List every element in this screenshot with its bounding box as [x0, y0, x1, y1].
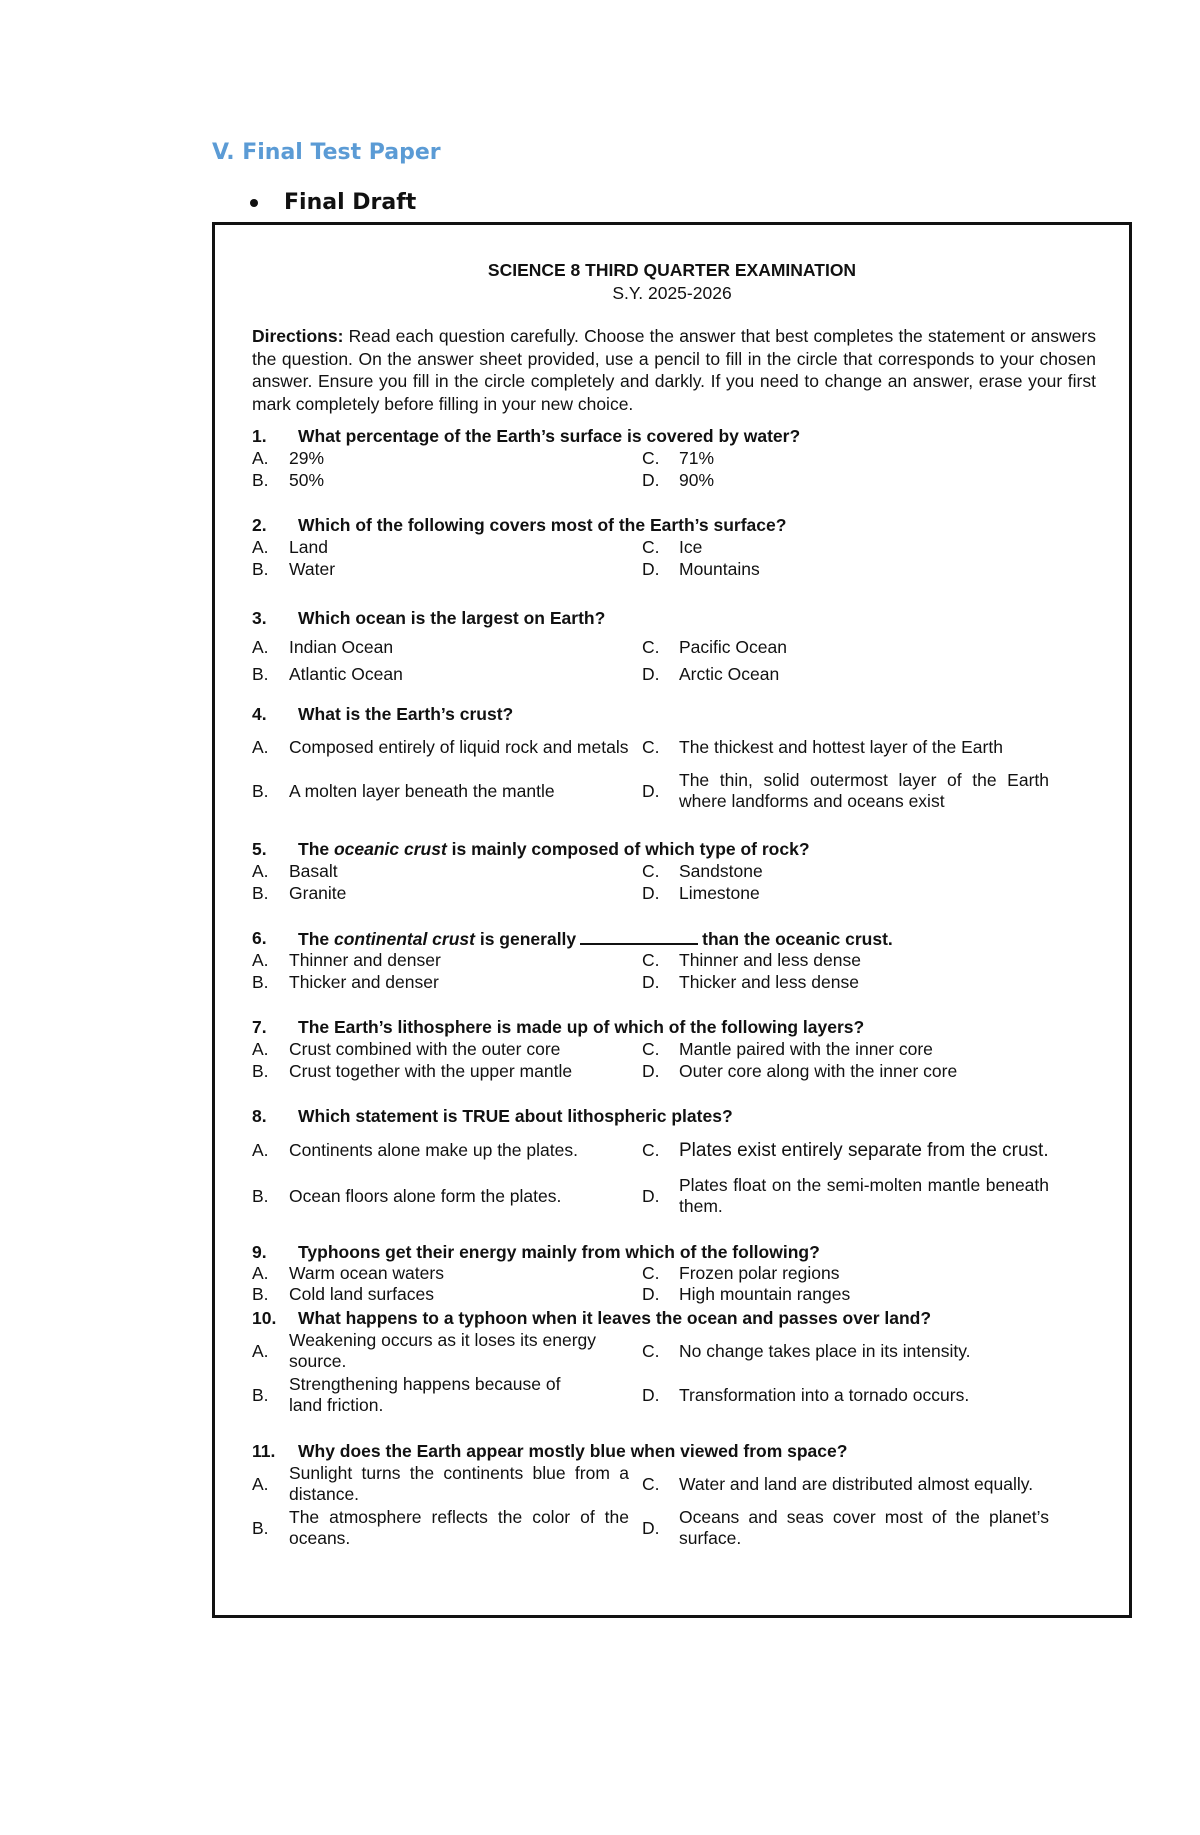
question-number: 6. [252, 927, 267, 948]
question-text: The Earth’s lithosphere is made up of which of the following layers? [298, 1016, 865, 1037]
option-d: D. 90% [642, 469, 715, 490]
option-a: A. Basalt [252, 860, 338, 881]
option-a: A. 29% [252, 447, 325, 468]
option-c: C. Sandstone [642, 860, 763, 881]
option-d: D. Mountains [642, 558, 760, 579]
question-5 [252, 838, 1102, 904]
option-a: A. Thinner and denser [252, 949, 441, 970]
option-b: B. Thicker and denser [252, 971, 439, 992]
question-6 [252, 927, 1102, 993]
question-number: 11. [252, 1440, 276, 1461]
exam-title: SCIENCE 8 THIRD QUARTER EXAMINATION [487, 260, 857, 280]
question-number: 1. [252, 425, 267, 446]
question-number: 5. [252, 838, 267, 859]
question-text: What is the Earth’s crust? [298, 703, 514, 724]
option-b: B. Water [252, 558, 336, 579]
question-text: Which statement is TRUE about lithospheric plates? [298, 1105, 733, 1126]
question-number: 4. [252, 703, 267, 724]
question-3 [252, 607, 1102, 686]
option-c: C. Thinner and less dense [642, 949, 861, 970]
school-year: S.Y. 2025-2026 [612, 283, 732, 303]
question-text: Why does the Earth appear mostly blue when viewed from space? [298, 1440, 848, 1461]
option-c: C. Ice [642, 536, 703, 557]
option-c: C. Frozen polar regions [642, 1263, 840, 1283]
option-b: B. 50% [252, 469, 325, 490]
question-2 [252, 514, 1102, 580]
option-c: C. Pacific Ocean [642, 637, 787, 657]
question-number: 10. [252, 1307, 277, 1328]
question-1 [252, 425, 1102, 491]
question-text: What percentage of the Earth’s surface is covered by water? [298, 425, 801, 446]
answer-blank [580, 927, 698, 945]
directions-label: Directions: [252, 326, 344, 346]
question-text: Which of the following covers most of the Earth’s surface? [298, 514, 787, 535]
option-c: C. Water and land are distributed almost equally. [642, 1473, 1034, 1494]
option-d: D. Thicker and less dense [642, 971, 859, 992]
question-7 [252, 1016, 1102, 1082]
option-b: B. The atmosphere reflects the color of the oceans. [252, 1507, 629, 1548]
option-c: C. Plates exist entirely separate from the crust. [642, 1139, 1049, 1161]
option-c: C. No change takes place in its intensity. [642, 1340, 971, 1361]
bullet-item [250, 190, 416, 215]
option-b: B. Granite [252, 882, 347, 903]
exam-paper [212, 222, 1132, 1618]
option-b: B. Strengthening happens because of land friction. [252, 1374, 561, 1415]
question-11 [252, 1440, 1102, 1550]
question-number: 7. [252, 1016, 267, 1037]
option-b: B. Atlantic Ocean [252, 663, 403, 684]
bullet-icon [250, 199, 258, 207]
option-b: B. A molten layer beneath the mantle [252, 780, 555, 801]
option-a: A. Land [252, 536, 328, 557]
question-number: 2. [252, 514, 267, 535]
option-b: B. Crust together with the upper mantle [252, 1060, 573, 1081]
option-d: D. Transformation into a tornado occurs. [642, 1384, 970, 1405]
option-a: A. Indian Ocean [252, 637, 394, 657]
option-d: D. The thin, solid outermost layer of the Earth where landforms and oceans exist [642, 770, 1049, 811]
option-b: B. Ocean floors alone form the plates. [252, 1185, 562, 1206]
option-c: C. 71% [642, 447, 715, 468]
option-d: D. Oceans and seas cover most of the planet’s surface. [642, 1507, 1049, 1548]
option-d: D. Plates float on the semi-molten mantle beneath them. [642, 1175, 1049, 1216]
option-c: C. Mantle paired with the inner core [642, 1038, 933, 1059]
option-d: D. Outer core along with the inner core [642, 1060, 958, 1081]
option-b: B. Cold land surfaces [252, 1284, 434, 1304]
question-number: 8. [252, 1105, 267, 1126]
question-number: 9. [252, 1241, 267, 1262]
option-a: A. Weakening occurs as it loses its energy source. [252, 1330, 597, 1371]
option-a: A. Sunlight turns the continents blue from a distance. [252, 1463, 629, 1504]
section-heading: V. Final Test Paper [212, 140, 441, 165]
question-text: What happens to a typhoon when it leaves the ocean and passes over land? [298, 1307, 932, 1328]
question-9 [252, 1241, 1102, 1305]
option-a: A. Composed entirely of liquid rock and metals [252, 736, 629, 757]
directions-text: Read each question carefully. Choose the answer that best completes the statement or answers the question. On the answer sheet provided, use a pencil to fill in the circle that corresponds to your chosen answer. Ensure you fill in the circle completely and darkly. If you need to change an answer, erase your first mark completely before filling in your new choice. [252, 326, 1096, 414]
option-a: A. Continents alone make up the plates. [252, 1139, 578, 1160]
option-d: D. Arctic Ocean [642, 663, 780, 684]
option-d: D. High mountain ranges [642, 1284, 851, 1304]
option-c: C. The thickest and hottest layer of the Earth [642, 736, 1003, 757]
question-text: The oceanic crust is mainly composed of which type of rock? [298, 838, 810, 859]
question-text: Typhoons get their energy mainly from which of the following? [298, 1241, 820, 1262]
question-number: 3. [252, 607, 267, 628]
question-8 [252, 1105, 1102, 1219]
bullet-item-label: Final Draft [284, 190, 417, 215]
question-text: Which ocean is the largest on Earth? [298, 607, 606, 628]
option-d: D. Limestone [642, 882, 760, 903]
option-a: A. Warm ocean waters [252, 1263, 444, 1283]
question-4 [252, 703, 1102, 813]
directions [252, 325, 1096, 415]
question-10 [252, 1307, 1102, 1417]
option-a: A. Crust combined with the outer core [252, 1038, 561, 1059]
question-text: The continental crust is generally than the oceanic crust. [298, 928, 893, 949]
